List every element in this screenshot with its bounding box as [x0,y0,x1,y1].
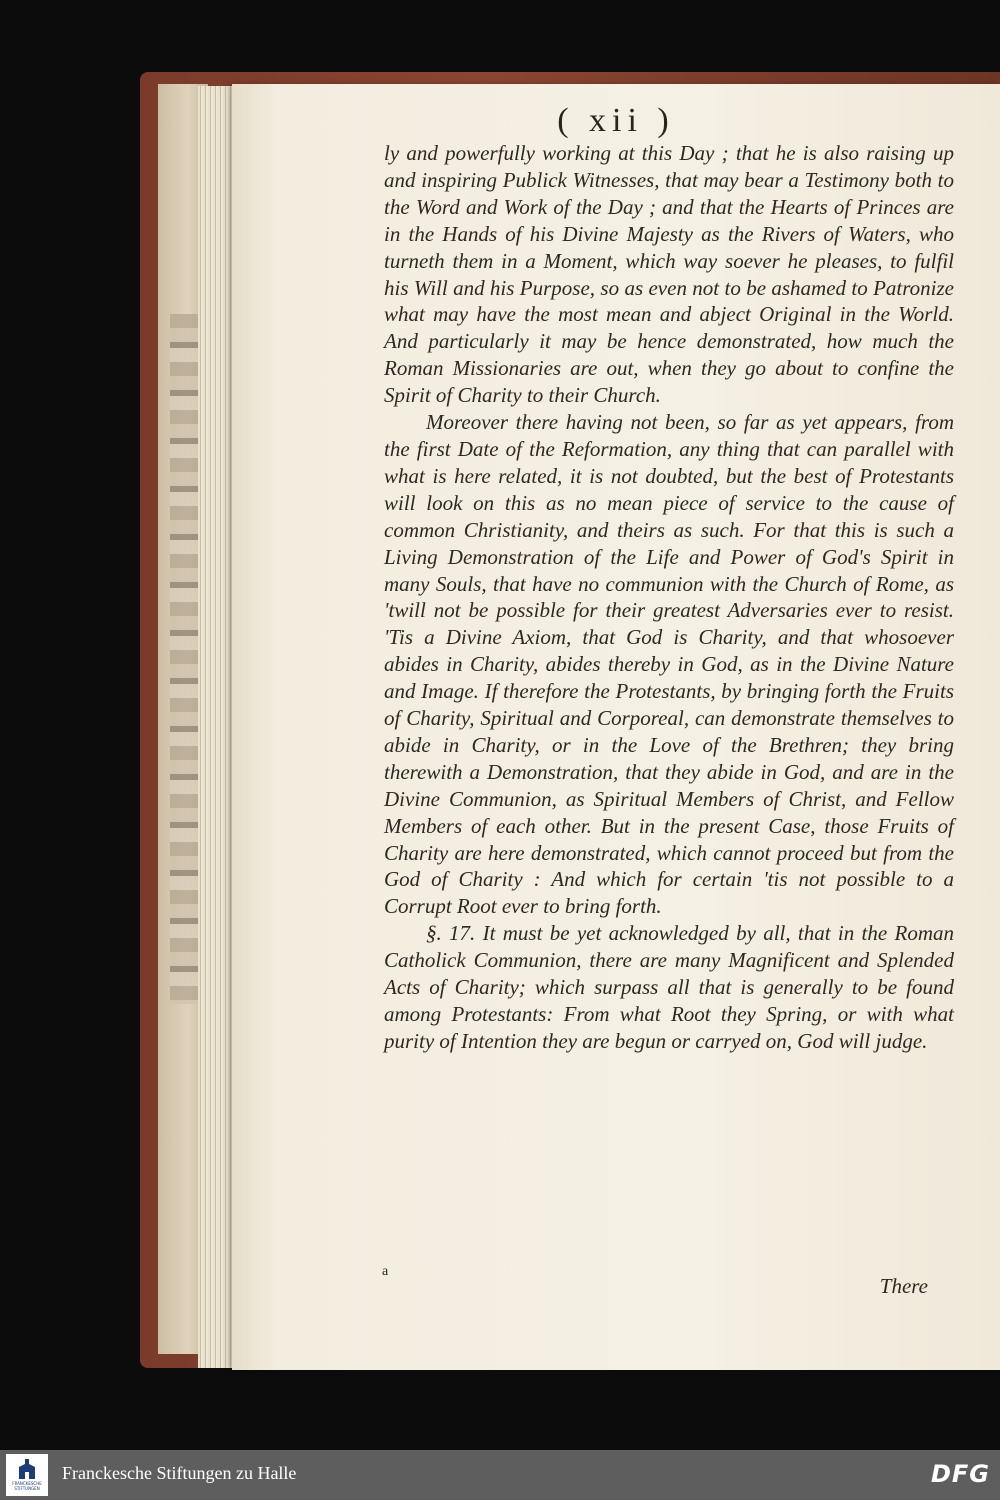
catchword: There [879,1274,928,1298]
paragraph-2: Moreover there having not been, so far as yet appears, from the first Date of the Reformation, any thing that can parallel with what is here related, it is not doubted, but the best of Protestants will look on this as no mean piece of service to the cause of common Christianity, and theirs as such. For that this is such a Living Demonstration of the Life and Power of God's Spirit in many Souls, that have no communion with the Church of Rome, as 'twill not be possible for their greatest Adversaries ever to resist. 'Tis a Divine Axiom, that God is Charity, and that whosoever abides in Charity, abides thereby in God, as in the Divine Nature and Image. If therefore the Protestants, by bringing forth the Fruits of Charity, Spiritual and Corporeal, can demonstrate themselves to abide in Charity, or in the Love of the Brethren; they bring therewith a Demonstration, that they abide in God, and are in the Divine Communion, as Spiritual Members of Christ, and Fellow Members of each other. But in the present Case, those Fruits of Charity are here demonstrated, which cannot proceed but from the God of Charity : And which for certain 'tis not possible to a Corrupt Root ever to bring forth. [384,410,954,919]
institution-name[interactable]: Franckesche Stiftungen zu Halle [62,1463,297,1483]
dfg-logo[interactable]: DFG [930,1460,990,1488]
page-edges [198,86,234,1368]
book-page [232,84,1000,1370]
page-body [384,140,954,1055]
institution-logo[interactable] [6,1454,48,1496]
paragraph-1: ly and powerfully working at this Day ; that he is also raising up and inspiring Publick Witnesses, that may bear a Testimony both to the Word and Work of the Day ; and that the Hearts of Princes are in the Hands of his Divine Majesty as the Rivers of Waters, who turneth them in a Moment, which way soever he pleases, to fulfil his Will and his Purpose, so as even not to be ashamed to Patronize what may have the most mean and abject Original in the World. And particularly it may be hence demonstrated, how much the Roman Missionaries are out, when they go about to confine the Spirit of Charity to their Church. [384,141,954,408]
page-number-header: ( xii ) [557,102,675,139]
signature-mark: a [382,1264,389,1279]
footer-bar [0,1450,1000,1500]
orphanage-emblem-icon [16,1457,38,1481]
logo-text: FRANCKESCHE STIFTUNGEN [12,1481,42,1491]
paragraph-3: §. 17. It must be yet acknowledged by all, that in the Roman Catholick Communion, there are many Magnificent and Splended Acts of Charity; which surpass all that is generally to be found among Protestants: From what Root they Spring, or with what purity of Intention they are begun or carryed on, God will judge. [384,921,954,1053]
